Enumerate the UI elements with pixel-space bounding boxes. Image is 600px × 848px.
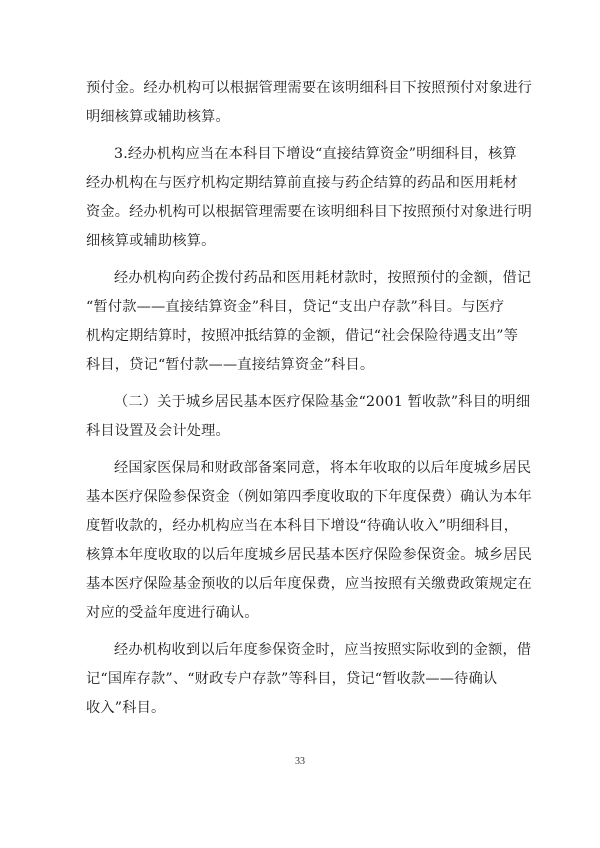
paragraph bbox=[86, 454, 533, 628]
text-line: 收入”科目。 bbox=[86, 700, 166, 716]
text-line: 科目设置及会计处理。 bbox=[86, 423, 230, 439]
text-line: 资金。经办机构可以根据管理需要在该明细科目下按照预付对象进行明 bbox=[86, 204, 533, 220]
text-line: 明细核算或辅助核算。 bbox=[86, 109, 230, 125]
text-line: 预付金。经办机构可以根据管理需要在该明细科目下按照预付对象进行 bbox=[86, 80, 533, 96]
text-line: （二）关于城乡居民基本医疗保险基金“2001 暂收款”科目的明细 bbox=[114, 394, 531, 410]
paragraph bbox=[86, 264, 532, 380]
text-line: 核算本年度收取的以后年度城乡居民基本医疗保险参保资金。城乡居民 bbox=[86, 547, 533, 563]
paragraph bbox=[86, 636, 532, 723]
text-line: 基本医疗保险基金预收的以后年度保费，应当按照有关缴费政策规定在 bbox=[86, 576, 533, 592]
text-line: 3.经办机构应当在本科目下增设“直接结算资金”明细科目，核算 bbox=[114, 146, 517, 162]
paragraph bbox=[86, 140, 533, 256]
paragraph bbox=[86, 74, 533, 132]
text-line: 科目，贷记“暂付款——直接结算资金”科目。 bbox=[86, 357, 375, 373]
section-heading bbox=[86, 388, 531, 446]
body-text bbox=[86, 74, 533, 731]
text-line: 机构定期结算时，按照冲抵结算的金额，借记“社会保险待遇支出”等 bbox=[86, 328, 519, 344]
text-line: 经国家医保局和财政部备案同意，将本年收取的以后年度城乡居民 bbox=[114, 460, 532, 476]
text-line: 经办机构在与医疗机构定期结算前直接与药企结算的药品和医用耗材 bbox=[86, 175, 518, 191]
text-line: 基本医疗保险参保资金（例如第四季度收取的下年度保费）确认为本年 bbox=[86, 489, 533, 505]
text-line: 经办机构收到以后年度参保资金时，应当按照实际收到的金额，借 bbox=[114, 642, 532, 658]
text-line: 对应的受益年度进行确认。 bbox=[86, 605, 259, 621]
text-line: 经办机构向药企拨付药品和医用耗材款时，按照预付的金额，借记 bbox=[114, 270, 532, 286]
text-line: 记“国库存款”、“财政专户存款”等科目，贷记“暂收款——待确认 bbox=[86, 671, 498, 687]
page-number: 33 bbox=[295, 756, 305, 767]
text-line: 细核算或辅助核算。 bbox=[86, 233, 216, 249]
text-line: 度暂收款的，经办机构应当在本科目下增设“待确认收入”明细科目， bbox=[86, 518, 519, 534]
text-line: “暂付款——直接结算资金”科目，贷记“支出户存款”科目。与医疗 bbox=[86, 299, 505, 315]
